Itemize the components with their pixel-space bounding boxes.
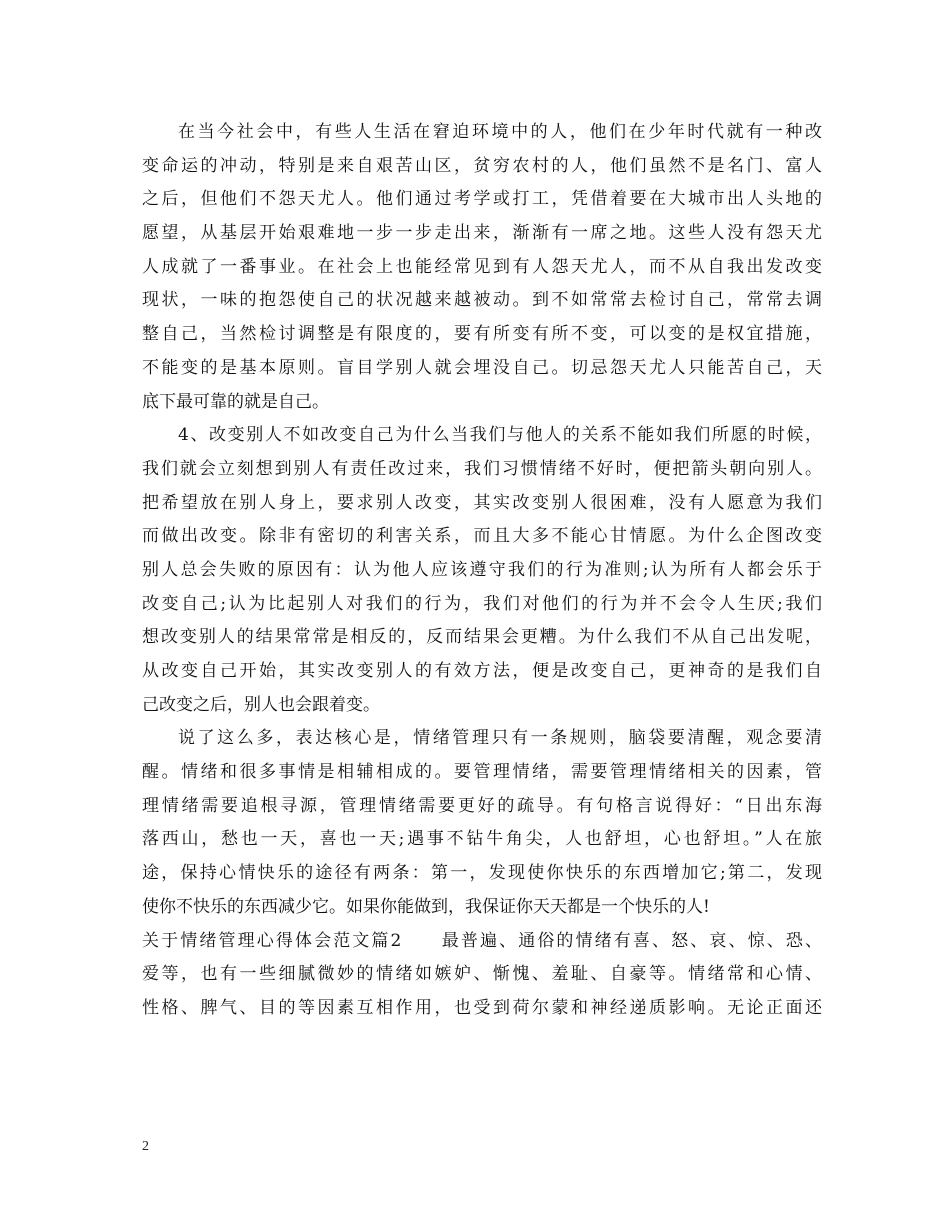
text-line: 4、改变别人不如改变自己为什么当我们与他人的关系不能如我们所愿的时候， bbox=[178, 425, 822, 446]
text-line: 想改变别人的结果常常是相反的，反而结果会更糟。为什么我们不从自己出发呢， bbox=[142, 627, 822, 648]
text-line: 从改变自己开始，其实改变别人的有效方法，便是改变自己，更神奇的是我们自 bbox=[142, 661, 822, 681]
text-line: 变命运的冲动，特别是来自艰苦山区，贫穷农村的人，他们虽然不是名门、富人 bbox=[142, 155, 822, 176]
text-line: 改变自己;认为比起别人对我们的行为，我们对他们的行为并不会令人生厌;我们 bbox=[142, 593, 822, 614]
text-line: 把希望放在别人身上，要求别人改变，其实改变别人很困难，没有人愿意为我们 bbox=[142, 492, 822, 513]
text-line: 人成就了一番事业。在社会上也能经常见到有人怨天尤人，而不从自我出发改变 bbox=[142, 256, 822, 277]
text-line: 关于情绪管理心得体会范文篇2 最普遍、通俗的情绪有喜、怒、哀、惊、恐、 bbox=[142, 930, 822, 951]
text-line: 途，保持心情快乐的途径有两条：第一，发现使你快乐的东西增加它;第二，发现 bbox=[142, 863, 822, 884]
text-line: 使你不快乐的东西减少它。如果你能做到，我保证你天天都是一个快乐的人! bbox=[142, 896, 710, 917]
text-line: 落西山，愁也一天，喜也一天;遇事不钻牛角尖，人也舒坦，心也舒坦。”人在旅 bbox=[142, 829, 822, 850]
text-line: 爱等，也有一些细腻微妙的情绪如嫉妒、惭愧、羞耻、自豪等。情绪常和心情、 bbox=[142, 964, 822, 985]
text-line: 理情绪需要追根寻源，管理情绪需要更好的疏导。有句格言说得好：“日出东海 bbox=[142, 795, 822, 816]
text-line: 在当今社会中，有些人生活在窘迫环境中的人，他们在少年时代就有一种改 bbox=[178, 122, 822, 142]
text-line: 别人总会失败的原因有：认为他人应该遵守我们的行为准则;认为所有人都会乐于 bbox=[142, 559, 822, 580]
text-line: 愿望，从基层开始艰难地一步一步走出来，渐渐有一席之地。这些人没有怨天尤 bbox=[142, 223, 822, 244]
text-line: 而做出改变。除非有密切的利害关系，而且大多不能心甘情愿。为什么企图改变 bbox=[142, 526, 822, 547]
text-line: 说了这么多，表达核心是，情绪管理只有一条规则，脑袋要清醒，观念要清 bbox=[178, 728, 822, 749]
page-number: 2 bbox=[142, 1139, 149, 1154]
text-line: 己改变之后，别人也会跟着变。 bbox=[142, 694, 380, 715]
text-line: 性格、脾气、目的等因素互相作用，也受到荷尔蒙和神经递质影响。无论正面还 bbox=[142, 997, 822, 1018]
text-line: 现状，一味的抱怨使自己的状况越来越被动。到不如常常去检讨自己，常常去调 bbox=[142, 290, 822, 311]
document-body bbox=[142, 116, 822, 1026]
text-line: 整自己，当然检讨调整是有限度的，要有所变有所不变，可以变的是权宜措施， bbox=[142, 324, 822, 345]
text-line: 之后，但他们不怨天尤人。他们通过考学或打工，凭借着要在大城市出人头地的 bbox=[142, 189, 822, 210]
text-line: 醒。情绪和很多事情是相辅相成的。要管理情绪，需要管理情绪相关的因素，管 bbox=[142, 762, 822, 783]
text-line: 不能变的是基本原则。盲目学别人就会埋没自己。切忌怨天尤人只能苦自己，天 bbox=[142, 357, 822, 378]
text-line: 底下最可靠的就是自己。 bbox=[142, 391, 329, 412]
text-line: 我们就会立刻想到别人有责任改过来，我们习惯情绪不好时，便把箭头朝向别人。 bbox=[142, 458, 822, 479]
